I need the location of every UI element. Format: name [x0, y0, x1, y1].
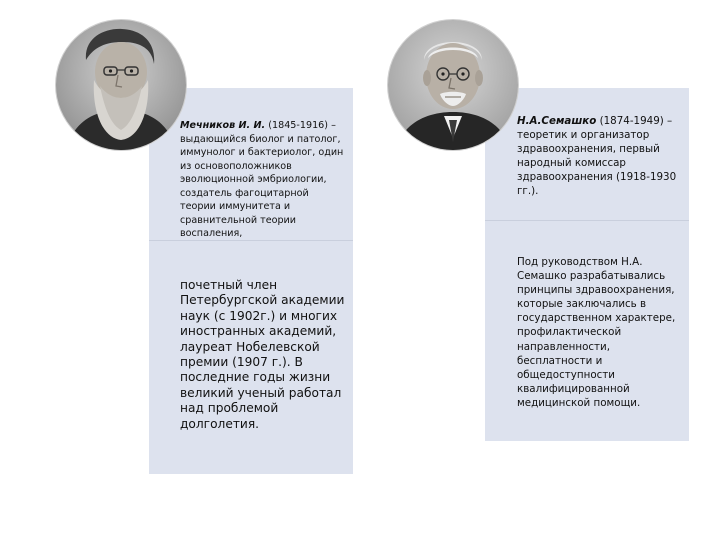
left-portrait-photo — [56, 20, 186, 150]
right-card-bottom-cell — [485, 221, 689, 441]
left-card-bottom-cell — [149, 241, 353, 474]
left-extra-text: почетный член Петербургской академии наук (с 1902г.) и многих иностранных академий, лауреат Нобелевской премии (1907 г.). В последние годы жизни великий ученый работал над проблемой долголетия. — [180, 278, 345, 431]
right-bio-text — [517, 114, 679, 199]
left-card — [149, 88, 353, 474]
right-portrait-photo — [388, 20, 518, 150]
left-person-dates: (1845-1916) – — [265, 120, 336, 131]
left-person-bio: выдающийся биолог и патолог, иммунолог и бактериолог, один из основоположников эволюционной эмбриологии, создатель фагоцитарной теории иммунитета и сравнительной теории воспаления, — [180, 133, 344, 239]
right-card-top-cell — [485, 88, 689, 220]
elderly-man-portrait-image — [388, 20, 518, 150]
right-person-dates: (1874-1949) – — [596, 115, 673, 127]
right-extra-text: Под руководством Н.А. Семашко разрабатывались принципы здравоохранения, которые заключались в государственном характере, профилактической направленности, бесплатности и общедоступности квалифицированной медицинской помощи. — [517, 256, 676, 409]
left-person-name: Мечников И. И. — [180, 120, 266, 131]
right-person-bio: теоретик и организатор здравоохранения, первый народный комиссар здравоохранения (1918-1930 гг.). — [517, 129, 677, 198]
right-card — [485, 88, 689, 441]
left-bio-text — [180, 119, 345, 241]
bearded-man-portrait-image — [56, 20, 186, 150]
right-person-name: Н.А.Семашко — [517, 115, 597, 127]
